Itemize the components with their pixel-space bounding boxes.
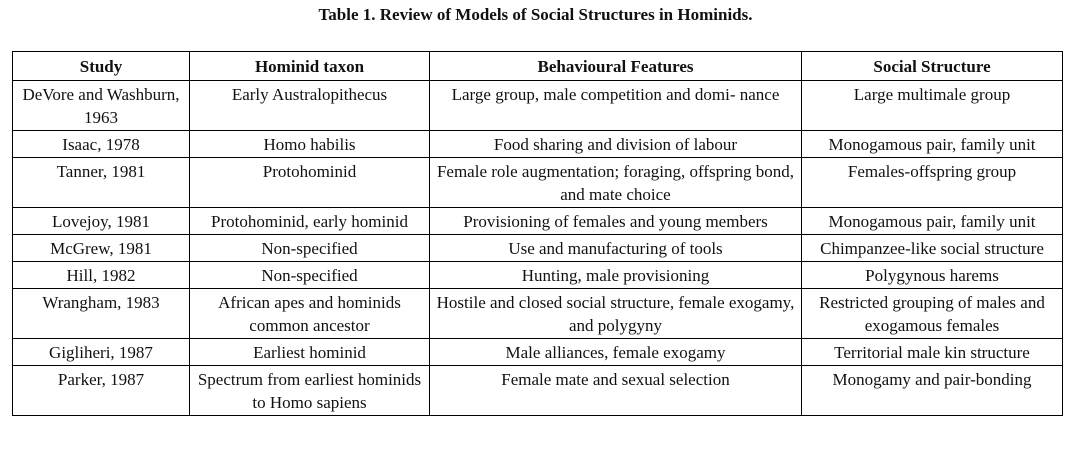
header-social-structure: Social Structure: [802, 52, 1063, 81]
cell-hominid-taxon: Early Australopithecus: [190, 81, 430, 131]
cell-social-structure: Monogamous pair, family unit: [802, 208, 1063, 235]
cell-social-structure: Females-offspring group: [802, 158, 1063, 208]
cell-study: DeVore and Washburn, 1963: [13, 81, 190, 131]
cell-study: Hill, 1982: [13, 262, 190, 289]
cell-behavioural-features: Food sharing and division of labour: [430, 131, 802, 158]
header-behavioural-features: Behavioural Features: [430, 52, 802, 81]
cell-behavioural-features: Use and manufacturing of tools: [430, 235, 802, 262]
header-hominid-taxon: Hominid taxon: [190, 52, 430, 81]
cell-behavioural-features: Female mate and sexual selection: [430, 366, 802, 416]
header-row: [13, 52, 1063, 81]
cell-study: Wrangham, 1983: [13, 289, 190, 339]
cell-social-structure: Polygynous harems: [802, 262, 1063, 289]
cell-behavioural-features: Hunting, male provisioning: [430, 262, 802, 289]
cell-study: McGrew, 1981: [13, 235, 190, 262]
table-row: [13, 208, 1063, 235]
cell-social-structure: Chimpanzee-like social structure: [802, 235, 1063, 262]
cell-study: Lovejoy, 1981: [13, 208, 190, 235]
cell-behavioural-features: Large group, male competition and domi- nance: [430, 81, 802, 131]
table-row: [13, 81, 1063, 131]
cell-hominid-taxon: Spectrum from earliest hominids to Homo sapiens: [190, 366, 430, 416]
models-table: [12, 51, 1063, 416]
cell-social-structure: Territorial male kin structure: [802, 339, 1063, 366]
cell-social-structure: Monogamy and pair-bonding: [802, 366, 1063, 416]
cell-hominid-taxon: Non-specified: [190, 235, 430, 262]
cell-hominid-taxon: Protohominid: [190, 158, 430, 208]
header-study: Study: [13, 52, 190, 81]
cell-hominid-taxon: African apes and hominids common ancestor: [190, 289, 430, 339]
table-row: [13, 262, 1063, 289]
cell-behavioural-features: Male alliances, female exogamy: [430, 339, 802, 366]
cell-social-structure: Restricted grouping of males and exogamous females: [802, 289, 1063, 339]
table-row: [13, 366, 1063, 416]
table-row: [13, 289, 1063, 339]
cell-social-structure: Large multimale group: [802, 81, 1063, 131]
table-title: Table 1. Review of Models of Social Structures in Hominids.: [318, 5, 753, 24]
cell-hominid-taxon: Earliest hominid: [190, 339, 430, 366]
cell-hominid-taxon: Non-specified: [190, 262, 430, 289]
cell-study: Isaac, 1978: [13, 131, 190, 158]
cell-study: Gigliheri, 1987: [13, 339, 190, 366]
cell-social-structure: Monogamous pair, family unit: [802, 131, 1063, 158]
cell-behavioural-features: Female role augmentation; foraging, offspring bond, and mate choice: [430, 158, 802, 208]
cell-behavioural-features: Provisioning of females and young members: [430, 208, 802, 235]
table-row: [13, 235, 1063, 262]
cell-study: Parker, 1987: [13, 366, 190, 416]
cell-hominid-taxon: Homo habilis: [190, 131, 430, 158]
cell-study: Tanner, 1981: [13, 158, 190, 208]
table-row: [13, 339, 1063, 366]
cell-hominid-taxon: Protohominid, early hominid: [190, 208, 430, 235]
table-row: [13, 158, 1063, 208]
table-row: [13, 131, 1063, 158]
cell-behavioural-features: Hostile and closed social structure, female exogamy, and polygyny: [430, 289, 802, 339]
